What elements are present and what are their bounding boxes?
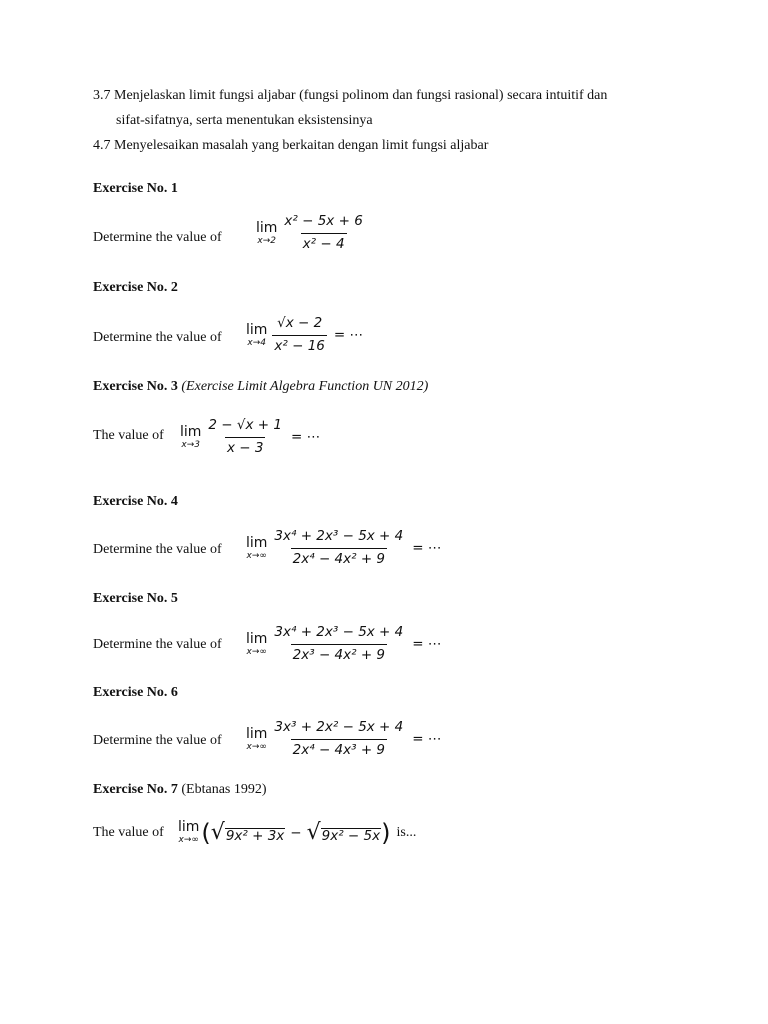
lim-word: lim xyxy=(246,534,268,551)
lim-word: lim xyxy=(256,219,278,236)
limit-operator xyxy=(256,221,277,246)
limit-operator xyxy=(246,727,267,752)
numerator: 2 − √x + 1 xyxy=(208,417,282,433)
fraction xyxy=(282,214,364,252)
denominator: x − 3 xyxy=(225,437,265,457)
exercise-5-expression xyxy=(246,625,441,663)
square-root-1 xyxy=(210,819,286,845)
lim-word: lim xyxy=(178,819,200,835)
exercise-2-expression xyxy=(246,316,363,354)
exercise-2-prompt: Determine the value of xyxy=(93,330,222,345)
exercise-2-title: Exercise No. 2 xyxy=(93,280,178,295)
numerator: x² − 5x + 6 xyxy=(284,213,363,229)
square-root-2 xyxy=(306,819,382,845)
denominator: 2x⁴ − 4x² + 9 xyxy=(291,548,387,568)
exercise-6-prompt: Determine the value of xyxy=(93,733,222,748)
equals-ellipsis: = ⋯ xyxy=(290,429,321,446)
fraction xyxy=(272,625,405,663)
minus-sign: − xyxy=(290,824,302,841)
lim-subscript: x→∞ xyxy=(246,550,267,561)
radicand-1: 9x² + 3x xyxy=(225,827,285,844)
right-parenthesis: ) xyxy=(381,818,391,847)
exercise-1-title: Exercise No. 1 xyxy=(93,181,178,196)
numerator: √x − 2 xyxy=(277,315,323,331)
fraction xyxy=(272,529,405,567)
exercise-4-title: Exercise No. 4 xyxy=(93,494,178,509)
exercise-1-expression xyxy=(256,214,368,252)
competency-3-7-line1: 3.7 Menjelaskan limit fungsi aljabar (fungsi polinom dan fungsi rasional) secara intuitif dan xyxy=(93,88,608,103)
exercise-7-heading xyxy=(93,782,267,798)
limit-operator xyxy=(178,820,199,845)
lim-word: lim xyxy=(246,725,268,742)
exercise-6-title: Exercise No. 6 xyxy=(93,685,178,700)
exercise-7-note: (Ebtanas 1992) xyxy=(181,782,267,797)
limit-operator xyxy=(246,632,267,657)
lim-word: lim xyxy=(246,321,268,338)
denominator: x² − 16 xyxy=(272,335,326,355)
limit-operator xyxy=(180,425,201,450)
numerator: 3x⁴ + 2x³ − 5x + 4 xyxy=(274,528,404,544)
numerator: 3x⁴ + 2x³ − 5x + 4 xyxy=(274,624,404,640)
denominator: x² − 4 xyxy=(301,233,347,253)
exercise-3-prompt: The value of xyxy=(93,428,164,443)
fraction xyxy=(206,418,284,456)
lim-subscript: x→∞ xyxy=(246,741,267,752)
left-parenthesis: ( xyxy=(201,818,211,847)
exercise-6-expression xyxy=(246,720,441,758)
exercise-4-prompt: Determine the value of xyxy=(93,542,222,557)
radical-sign: √ xyxy=(210,819,225,845)
exercise-3-note: (Exercise Limit Algebra Function UN 2012) xyxy=(181,379,429,394)
competency-4-7: 4.7 Menyelesaikan masalah yang berkaitan dengan limit fungsi aljabar xyxy=(93,138,489,153)
limit-operator xyxy=(246,323,267,348)
exercise-3-heading xyxy=(93,379,428,395)
exercise-3-title: Exercise No. 3 xyxy=(93,379,178,394)
equals-ellipsis: = ⋯ xyxy=(412,636,442,653)
radicand-2: 9x² − 5x xyxy=(321,827,381,844)
fraction xyxy=(272,316,326,354)
exercise-3-expression xyxy=(180,418,320,456)
lim-subscript: x→∞ xyxy=(246,646,267,657)
equals-ellipsis: = ⋯ xyxy=(333,327,364,344)
exercise-4-expression xyxy=(246,529,441,567)
denominator: 2x³ − 4x² + 9 xyxy=(291,644,387,664)
exercise-5-title: Exercise No. 5 xyxy=(93,591,178,606)
exercise-7-expression xyxy=(178,820,416,845)
lim-word: lim xyxy=(246,630,268,647)
exercise-1-prompt: Determine the value of xyxy=(93,230,222,245)
lim-subscript: x→3 xyxy=(181,439,200,450)
radical-sign: √ xyxy=(306,819,321,845)
lim-subscript: x→2 xyxy=(257,235,276,246)
lim-subscript: x→∞ xyxy=(178,835,199,845)
equals-ellipsis: = ⋯ xyxy=(412,731,442,748)
exercise-7-title: Exercise No. 7 xyxy=(93,782,178,797)
exercise-7-prompt: The value of xyxy=(93,825,164,840)
lim-subscript: x→4 xyxy=(247,337,266,348)
exercise-5-prompt: Determine the value of xyxy=(93,637,222,652)
exercise-7-tail: is... xyxy=(396,824,417,840)
numerator: 3x³ + 2x² − 5x + 4 xyxy=(274,719,404,735)
fraction xyxy=(272,720,405,758)
competency-3-7-line2: sifat-sifatnya, serta menentukan eksistensinya xyxy=(116,113,373,128)
lim-word: lim xyxy=(180,423,202,440)
equals-ellipsis: = ⋯ xyxy=(412,540,442,557)
denominator: 2x⁴ − 4x³ + 9 xyxy=(291,739,387,759)
limit-operator xyxy=(246,536,267,561)
